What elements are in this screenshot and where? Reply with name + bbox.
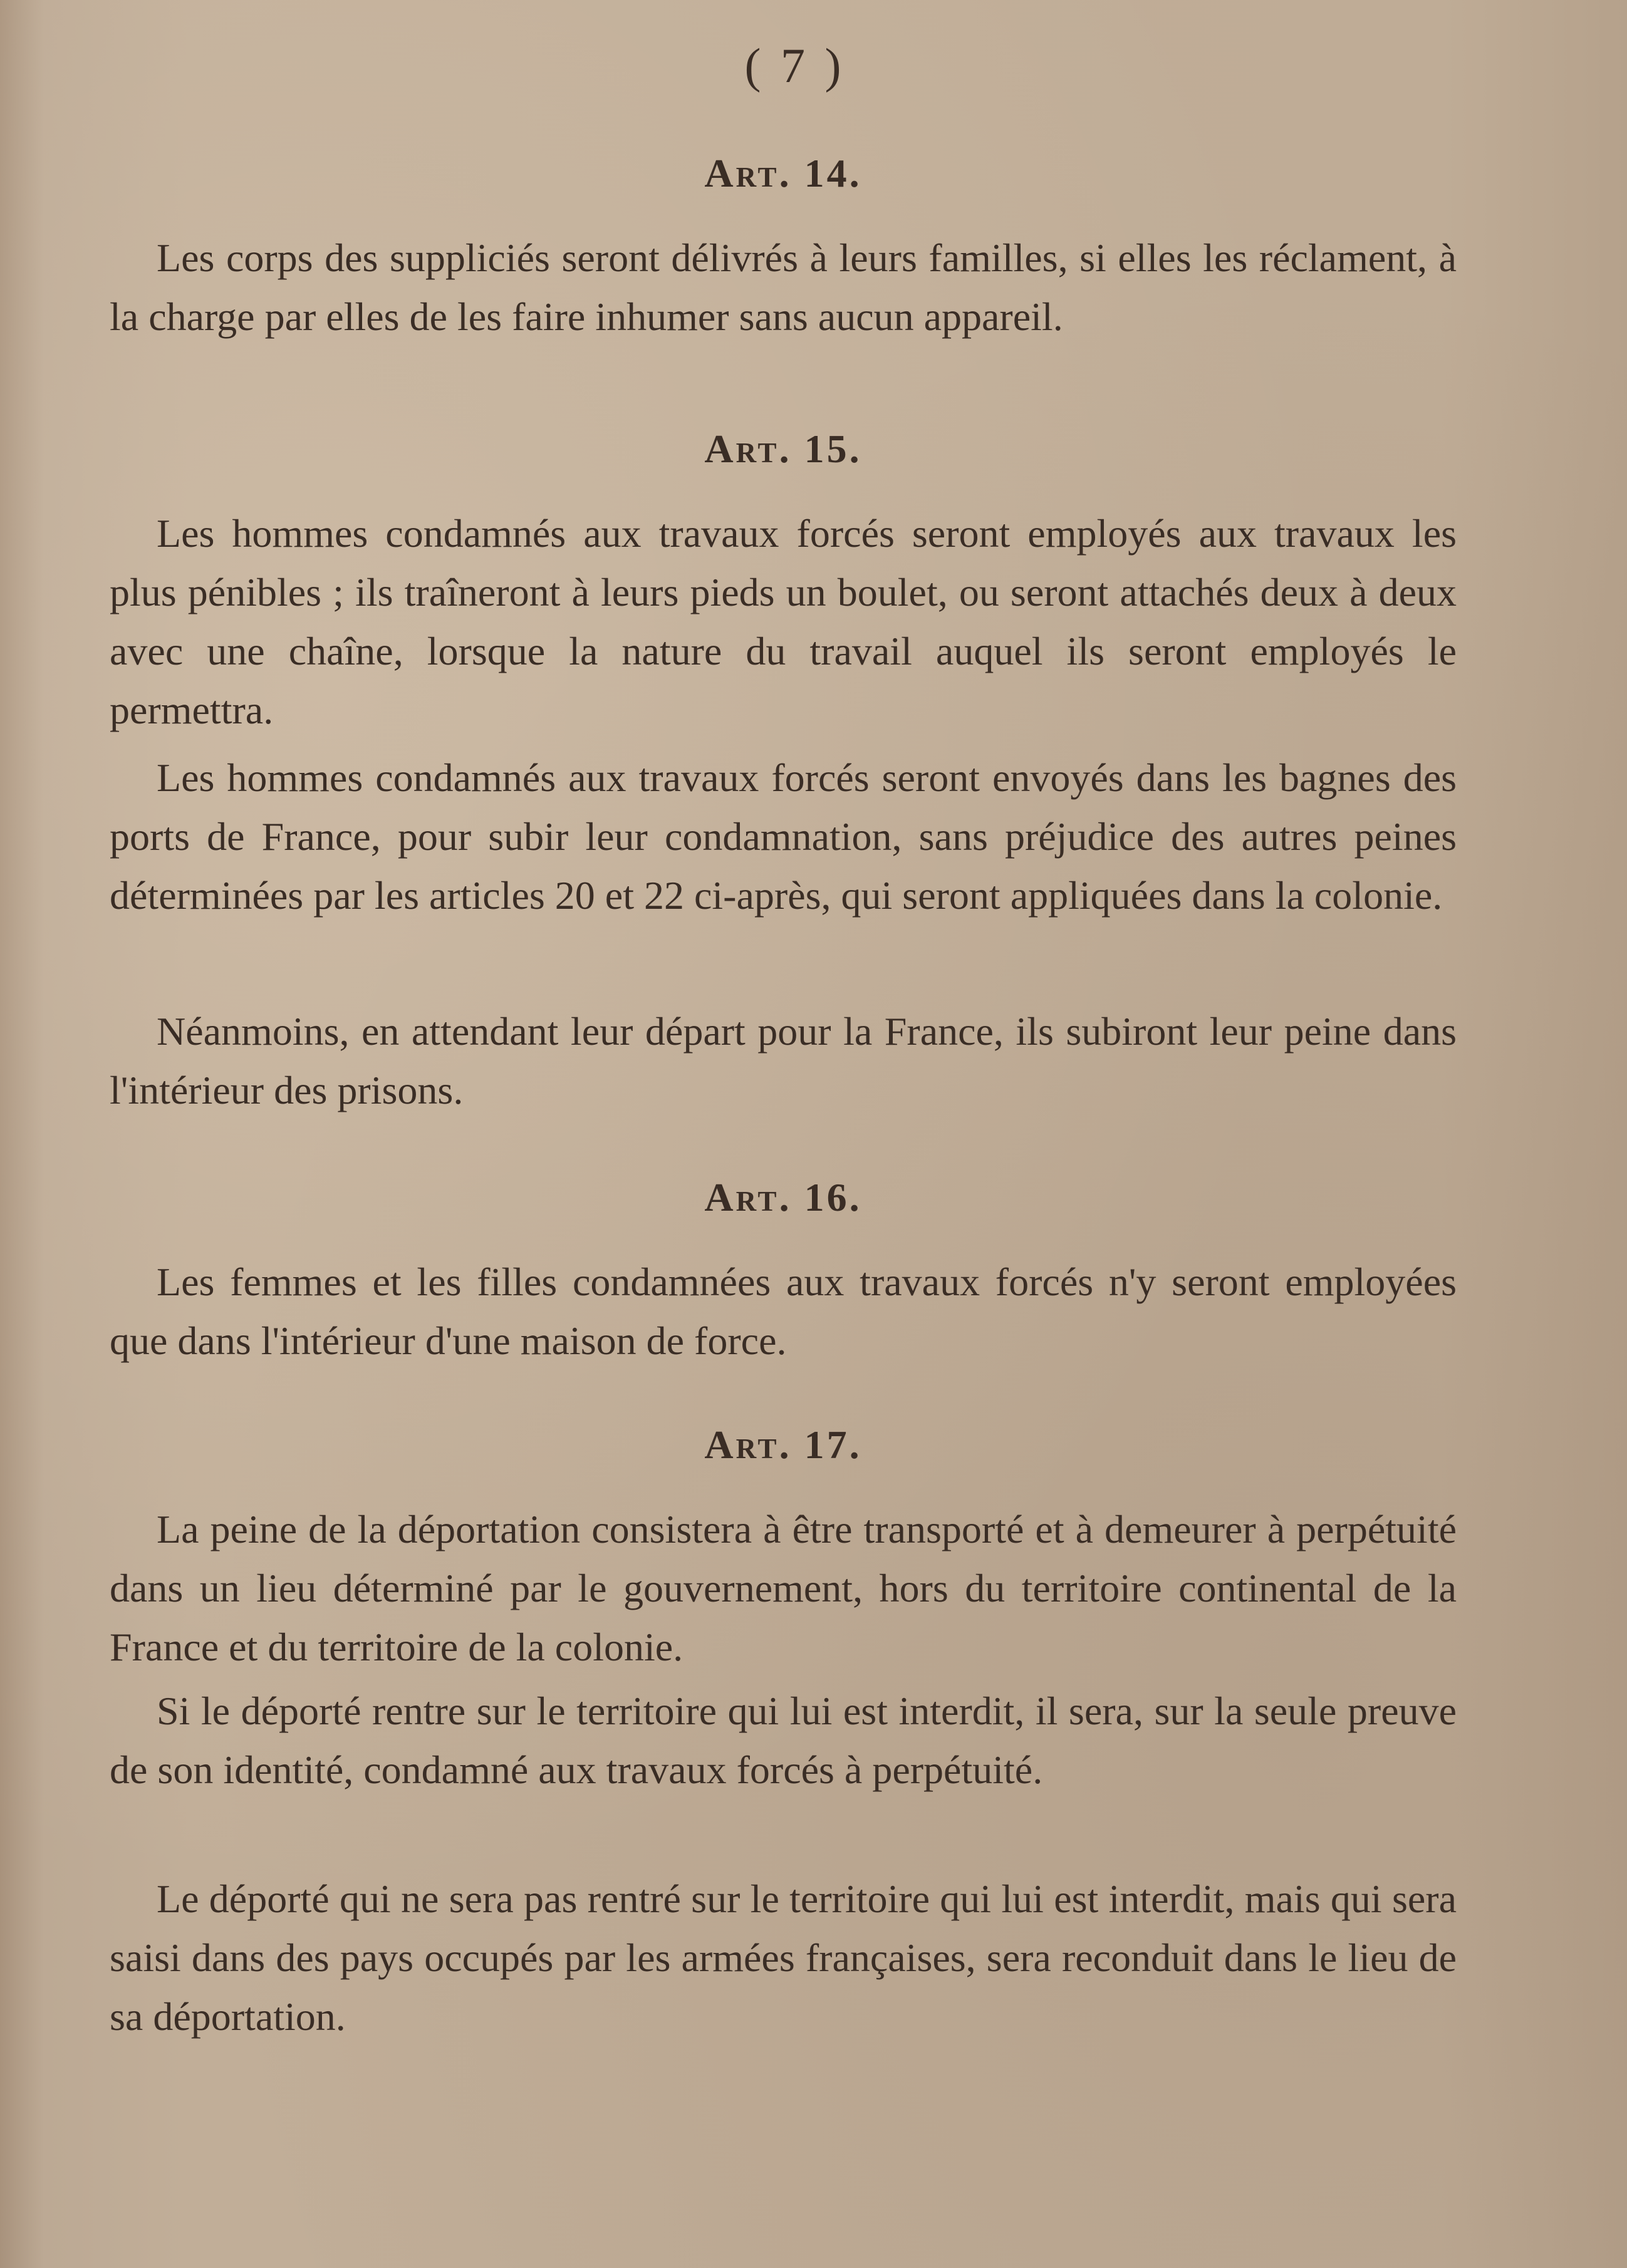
article-heading: Art. 15. xyxy=(704,427,862,471)
paragraph: Le déporté qui ne sera pas rentré sur le territoire qui lui est interdit, mais qui sera saisi dans des pays occupés par les armées françaises, sera reconduit dans le lieu de sa déportation. xyxy=(110,1877,1457,2039)
paragraph: Néanmoins, en attendant leur départ pour la France, ils subiront leur peine dans l'intérieur des prisons. xyxy=(110,1009,1457,1112)
article-17-body-3 xyxy=(110,1870,1457,2046)
article-15-body-3 xyxy=(110,1002,1457,1120)
article-heading: Art. 17. xyxy=(704,1422,862,1467)
article-16 xyxy=(110,1174,1457,1221)
paragraph: Si le déporté rentre sur le territoire qui lui est interdit, il sera, sur la seule preuve de son identité, condamné aux travaux forcés à perpétuité. xyxy=(110,1689,1457,1792)
page-number: ( 7 ) xyxy=(744,38,845,93)
article-17-body xyxy=(110,1500,1457,1677)
paragraph: La peine de la déportation consistera à être transporté et à demeurer à perpétuité dans un lieu déterminé par le gouvernement, hors du territoire continental de la France et du territoire de la colonie. xyxy=(110,1507,1457,1669)
article-heading: Art. 14. xyxy=(704,151,862,195)
paragraph: Les femmes et les filles condamnées aux travaux forcés n'y seront employées que dans l'intérieur d'une maison de force. xyxy=(110,1260,1457,1363)
article-16-body xyxy=(110,1253,1457,1370)
article-heading: Art. 16. xyxy=(704,1175,862,1219)
paragraph: Les hommes condamnés aux travaux forcés seront employés aux travaux les plus pénibles ; ils traîneront à leurs pieds un boulet, ou seront attachés deux à deux avec une chaîne, lorsque la nature du travail auquel ils seront employés le permettra. xyxy=(110,511,1457,732)
article-17-body-2 xyxy=(110,1682,1457,1799)
article-17 xyxy=(110,1422,1457,1468)
article-14 xyxy=(110,150,1457,197)
article-15-body xyxy=(110,504,1457,740)
article-14-body xyxy=(110,229,1457,346)
article-15 xyxy=(110,426,1457,472)
paragraph: Les hommes condamnés aux travaux forcés seront envoyés dans les bagnes des ports de France, pour subir leur condamnation, sans préjudice des autres peines déterminées par les articles 20 et 22 ci-après, qui seront appliquées dans la colonie. xyxy=(110,755,1457,918)
article-15-body-2 xyxy=(110,748,1457,925)
paragraph: Les corps des suppliciés seront délivrés à leurs familles, si elles les réclament, à la charge par elles de les faire inhumer sans aucun appareil. xyxy=(110,236,1457,339)
